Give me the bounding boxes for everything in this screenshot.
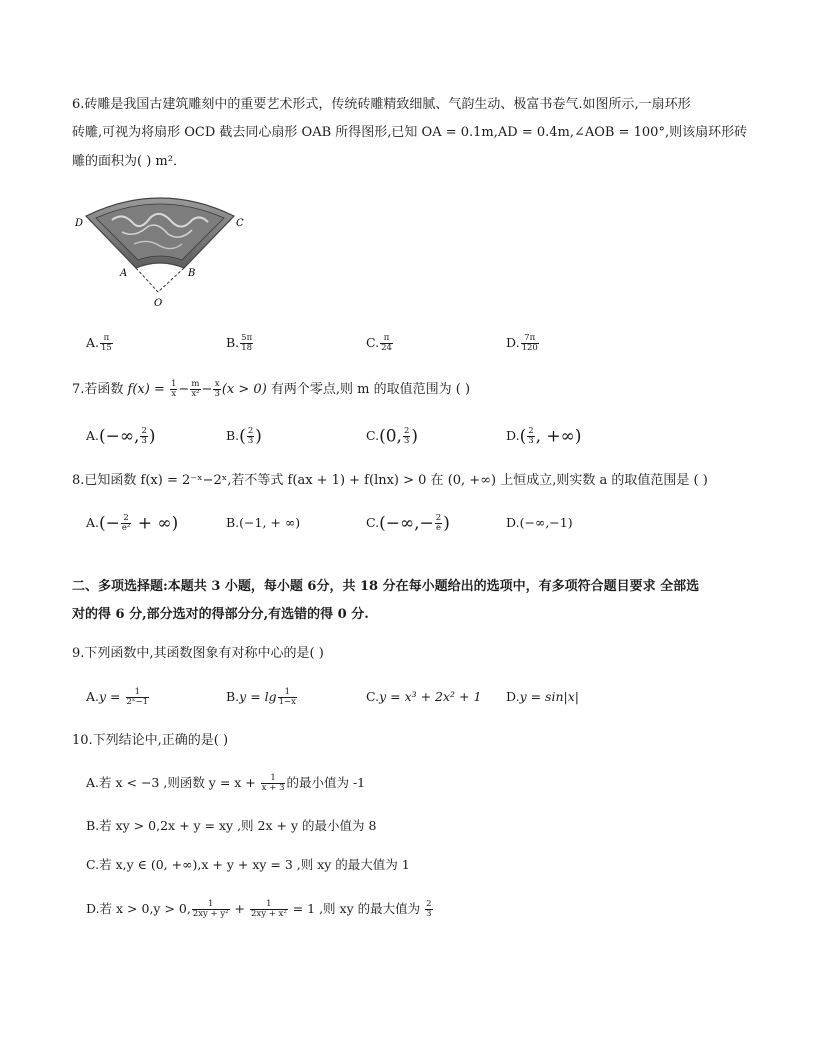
fraction: $\frac{\pi}{24}$ xyxy=(381,333,392,353)
brick-carving-figure xyxy=(72,186,252,314)
q10-option-c[interactable]: C.若 x,y ∈ (0, +∞),x + y + xy = 3 ,则 xy 的最大值为 1 xyxy=(86,857,410,872)
q10-option-b[interactable]: B.若 xy > 0,2x + y = xy ,则 2x + y 的最小值为 8 xyxy=(86,818,377,833)
q7-option-a[interactable]: A.(−∞, $\frac{2}{3}$ ) xyxy=(86,426,156,447)
option-label: C. xyxy=(366,335,380,350)
q6-line1: 6.砖雕是我国古建筑雕刻中的重要艺术形式，传统砖雕精致细腻、气韵生动、极富书卷气.如图所示,一扇环形 xyxy=(72,97,691,112)
q7-option-c[interactable]: C.(0, $\frac{2}{3}$ ) xyxy=(366,426,419,447)
q9-option-c[interactable]: C.y = x³ + 2x² + 1 xyxy=(366,689,482,704)
label-o: O xyxy=(154,298,163,309)
q9-stem: 9.下列函数中,其函数图象有对称中心的是( ) xyxy=(72,646,324,661)
option-label: D. xyxy=(506,335,520,350)
q10-option-a[interactable]: A.若 x < −3 ,则函数 y = x + $\frac{1}{x + 3}$ 的最小值为 -1 xyxy=(86,773,366,793)
q8-option-a[interactable]: A.(− $\frac{2}{\text{e²}}$ + ∞) xyxy=(86,513,179,534)
q9-option-a[interactable]: A.y = $\frac{1}{\text{2ˣ−1}}$ xyxy=(86,687,149,707)
option-label: B. xyxy=(226,335,240,350)
q8-option-b[interactable]: B.(−1, + ∞) xyxy=(226,515,301,530)
fraction: $\frac{5\pi}{18}$ xyxy=(241,333,253,353)
label-a: A xyxy=(120,268,128,279)
q6-line2: 砖雕,可视为将扇形 OCD 截去同心扇形 OAB 所得图形,已知 OA = 0.1m,AD = 0.4m,∠AOB = 100°,则该扇环形砖 xyxy=(72,125,748,140)
q6-option-b[interactable] xyxy=(226,334,254,353)
q8-stem: 8.已知函数 f(x) = 2⁻ˣ−2ˣ,若不等式 f(ax + 1) + f(lnx) > 0 在 (0, +∞) 上恒成立,则实数 a 的取值范围是 ( ) xyxy=(72,473,708,488)
fraction: $\frac{\pi}{15}$ xyxy=(101,333,112,353)
section2-heading-line1: 二、多项选择题:本题共 3 小题，每小题 6分，共 18 分在每小题给出的选项中，有多项符合题目要求 全部选 xyxy=(72,579,700,594)
q6-option-c[interactable] xyxy=(366,334,394,353)
q6-option-a[interactable] xyxy=(86,334,114,353)
label-b: B xyxy=(188,268,196,279)
q7-option-b[interactable]: B.( $\frac{2}{3}$ ) xyxy=(226,426,262,447)
q6-line3: 雕的面积为( ) m²． xyxy=(72,154,186,169)
q7-stem: 7.若函数 f(x) = $\frac{1}{x}$ − $\frac{m}{\text{x²}}$ − $\frac{x}{3}$ (x > 0) 有两个零点,则 m 的取值范围为 ( ) xyxy=(72,379,471,399)
label-c: C xyxy=(236,218,244,229)
q10-option-d[interactable]: D.若 x > 0,y > 0, $\frac{1}{\text{2xy + y²}}$ + $\frac{1}{\text{2xy + x²}}$ = 1 ,则 xy 的最大值为 $\frac{2}{3}$ xyxy=(86,899,432,919)
q10-stem: 10.下列结论中,正确的是( ) xyxy=(72,733,229,748)
option-label: A. xyxy=(86,335,100,350)
q8-option-c[interactable]: C.(−∞,− $\frac{2}{e}$ ) xyxy=(366,513,450,534)
section2-heading-line2: 对的得 6 分,部分选对的得部分分,有选错的得 0 分. xyxy=(72,607,369,622)
label-d: D xyxy=(75,218,84,229)
q9-option-b[interactable]: B.y = lg $\frac{1}{1-x}$ xyxy=(226,687,296,707)
q7-option-d[interactable]: D.( $\frac{2}{3}$ , +∞) xyxy=(506,426,582,447)
fraction: $\frac{7\pi}{120}$ xyxy=(521,333,538,353)
annular-sector-diagram xyxy=(72,186,252,314)
q6-option-d[interactable] xyxy=(506,334,540,353)
q8-option-d[interactable]: D.(−∞,−1) xyxy=(506,515,573,530)
q9-option-d[interactable]: D.y = sin|x| xyxy=(506,689,579,704)
